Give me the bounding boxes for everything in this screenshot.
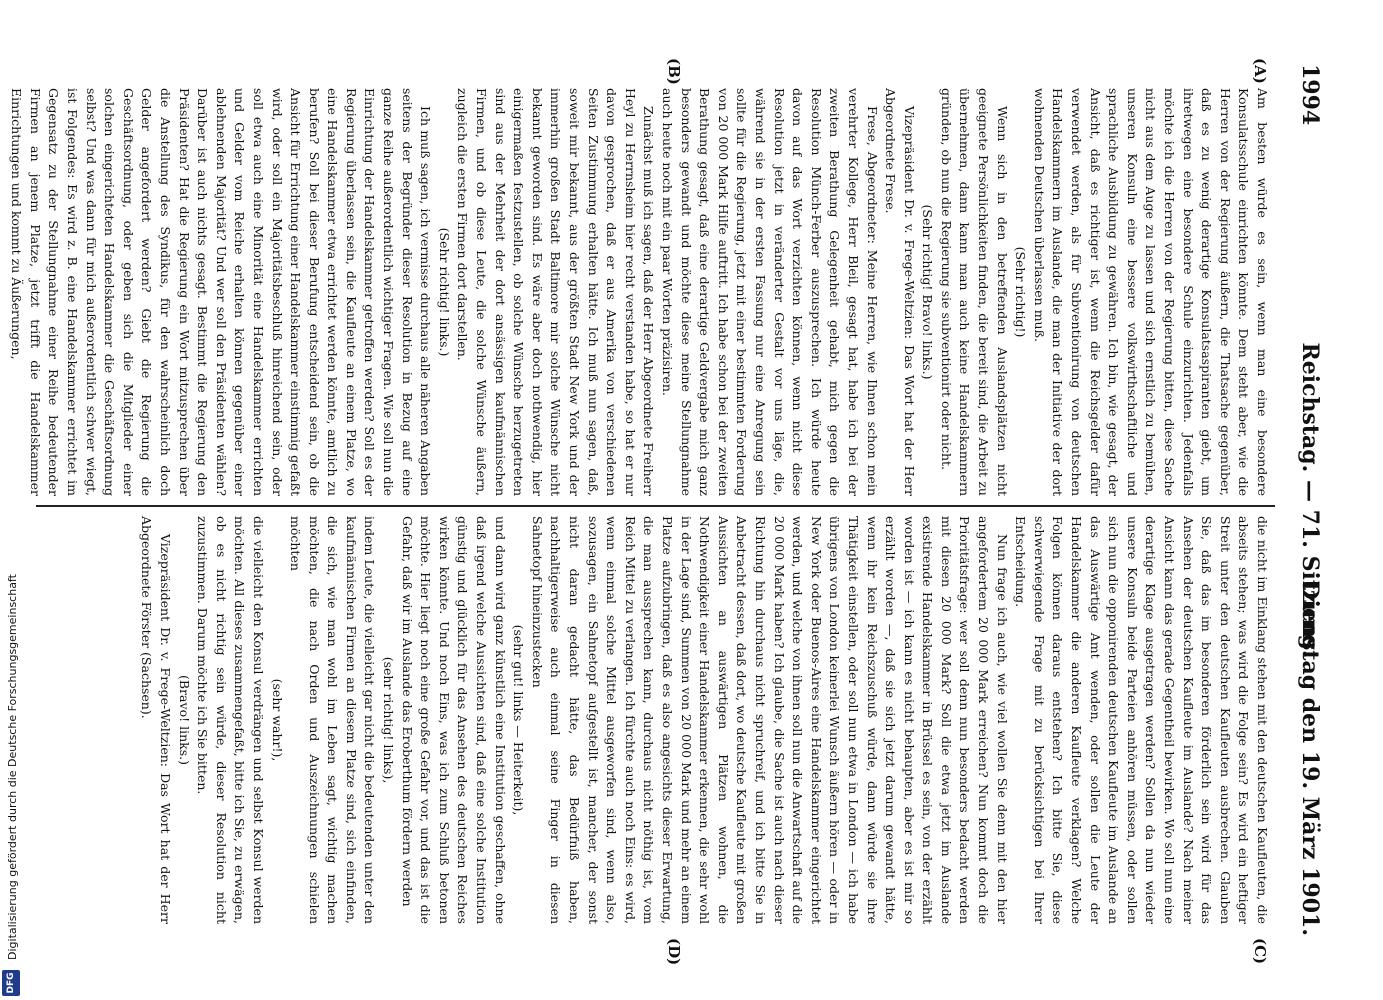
interjection: (sehr gut! links — Heiterkeit), bbox=[511, 624, 527, 816]
interjection: (Sehr richtig! Bravo! links.) bbox=[920, 204, 936, 380]
margin-marker-a: (A) bbox=[1251, 58, 1269, 84]
digitization-note bbox=[0, 0, 30, 1000]
paragraph: und dann wird ganz künstlich eine Institution geschaffen, ohne daß irgend welche Aussichten sind, daß eine solche Institution günstig und glücklich für das Ansehen des deutschen Reiches wirken könnte. Und noch Eins, was ich zum Schluß betonen möchte. Hier liegt noch eine große Gefahr vor, und das ist die Gefahr, daß wir im Auslande das Eroberthum fördern werden bbox=[399, 516, 508, 924]
interjection: (Bravo! links.) bbox=[176, 675, 192, 765]
speaker-announcement: Vizepräsident Dr. v. Frege-Weltzien: Das Wort hat der Herr Abgeordnete Frese. bbox=[883, 88, 917, 496]
dfg-logo: DFG bbox=[2, 970, 20, 996]
interjection: (Sehr richtig! links.) bbox=[436, 227, 452, 357]
left-column bbox=[9, 88, 1271, 496]
page-date: Dienstag den 19. März 1901. bbox=[1297, 580, 1323, 936]
paragraph: Zunächst muß ich sagen, daß der Herr Abgeordnete Freiherr Heyl zu Herrnsheim hier recht verstanden habe, so hat er nur davon gesprochen, daß er aus Amerika von verschiedenen Seiten Zustimmung erhalten hätte. Ich muß nun sagen, daß, soweit mir bekannt, aus der größten Stadt New York und der immerhin großen Stadt Baltimore mir solche Wünsche nicht bekannt geworden sind. Es wäre aber doch nothwendig, hier einigermaßen festzustellen, ob solche Wünsche herzugetreten sind aus der Mehrheit der dort ansässigen kaufmännischen Firmen, und ob diese Leute, die solche Wünsche äußern, zugleich die ersten Firmen dort darstellen. bbox=[455, 88, 657, 496]
paragraph: die vielleicht den Konsul verdrängen und selbst Konsul werden möchten. All dieses zusammengefaßt, bitte ich Sie, zu erwägen, ob es nicht richtig sein würde, dieser Resolution nicht zuzustimmen. Darum möchte ich Sie bitten. bbox=[195, 516, 266, 924]
interjection: (sehr wahr!), bbox=[269, 678, 285, 762]
page-title: Reichstag. — 71. Sitzung. bbox=[1297, 342, 1323, 658]
speaker-announcement: Vizepräsident Dr. v. Frege-Weltzien: Das Wort hat der Herr Abgeordnete Förster (Sachsen). bbox=[139, 516, 173, 924]
paragraph: Nun frage ich auch, wie viel wollen Sie denn mit den hier angefordertem 20 000 Mark erreichen? Nun kommt doch die Prioritätsfrage: wer soll denn nun besonders bedacht werden mit diesen 20 000 Mark? Soll die etwa jetzt im Auslande existirende Handelskammer in Brüssel es sein, von der erzählt worden ist — ich kann es nicht behaupten, aber es ist mir so erzählt worden —, daß sie sich jetzt darum gewandt hätte, wenn ihr kein Reichszuschuß würde, dann würde sie ihre Thätigkeit einstellen, oder soll nun etwa in London — ich habe übrigens von London keinerlei Wunsch äußern hören — oder in New York oder Buenos-Aires eine Handelskammer eingerichtet werden, und welche von ihnen soll nun die Anwartschaft auf die 20 000 Mark haben? Ich glaube, die Sache ist auch nach dieser Richtung hin durchaus nicht spruchreif, und ich bitte Sie in Anbetracht dessen, daß dort, wo deutsche Kaufleute mit großen Aussichten an auswärtigen Plätzen wohnen, die Nothwendigkeit einer Handelskammer erkennen, die sehr wohl in der Lage sind, Summen von 20 000 Mark und mehr an einem Platze aufzubringen, daß es also angesichts dieser Erwartung, die man aussprechen kann, durchaus nicht nöthig ist, vom Reich Mittel zu verlangen. Ich fürchte auch noch Eins: es wird, wenn einmal solche Mittel ausgeworfen sind, wenn also, sozusagen, ein Sahnetopf aufgestellt ist, mancher, der sonst nicht daran gedacht hätte, das Bedürfniß haben, nachhaltigerweise auch einmal seine Finger in diesen Sahnetopf hineinzustecken bbox=[529, 516, 1010, 924]
margin-marker-d: (D) bbox=[665, 938, 683, 966]
paragraph: Wenn sich in den betreffenden Auslandsplätzen nicht geeignete Persönlichkeiten finden, die bereit sind, die Arbeit zu übernehmen, dann kann man auch keine Handelskammern gründen, ob nun die Regierung sie subventionirt oder nicht. bbox=[938, 88, 1010, 496]
paragraph: die nicht im Einklang stehen mit den deutschen Kaufleuten, die abseits stehen; was wird die Folge sein? Es wird ein heftiger Streit unter den deutschen Kaufleuten ausbrechen. Glauben Sie, daß das im besonderen förderlich sein wird für das Ansehen der deutschen Kaufleute im Auslande? Nach meiner Ansicht kann das gerade Gegentheil bewirken. Wo soll nun eine derartige Klage ausgetragen werden? Sollen da nun wieder unsere Konsuln beide Parteien anhören müssen, oder sollen sich nun die opponirenden deutschen Kaufleute im Auslande an das Auswärtige Amt wenden, oder sollen die Leute der Handelskammer die anderen Kaufleute verklagen? Welche Folgen können daraus entstehen? Ich bitte Sie, diese schwerwiegende Frage mit zu berücksichtigen bei Ihrer Entscheidung. bbox=[1013, 516, 1270, 924]
paragraph: Ich muß sagen, ich vermisse durchaus alle näheren Angaben seitens der Begründer dieser Resolution in Bezug auf eine ganze Reihe außerordentlich wichtiger Fragen. Wie soll nun die Einrichtung der Handelskammer getroffen werden? Soll es der Regierung überlassen sein, die Kaufleute an einem Platze, wo eine Handelskammer etwa errichtet werden könnte, amtlich zu berufen? Soll bei dieser Berufung entscheidend sein, ob die Ansicht für Errichtung einer Handelskammer einstimmig gefaßt wird, oder soll ein Majoritätsbeschluß hinreichend sein, oder soll etwa auch eine Minorität eine Handelskammer errichten und Gelder vom Reiche erhalten können gegenüber einer ablehnenden Majorität? Und wer soll den Präsidenten wählen? Darüber ist auch nichts gesagt. Bestimmt die Regierung den Präsidenten? Hat die Regierung ein Wort mitzusprechen über die Anstellung des Syndikus, für den wahrscheinlich doch Gelder angefordert werden? Giebt die Regierung die Geschäftsordnung, oder geben sich die Mitglieder einer solchen eingerichteten Handelskammer die Geschäftsordnung selbst? Und was dann für mich außerordentlich schwer wiegt, ist Folgendes: Es wird z. B. eine Handelskammer errichtet im Gegensatz zu der Stellungnahme einer Reihe bedeutender Firmen an jenem Platze, jetzt trifft die Handelskammer Einrichtungen und kommt zu Äußerungen, bbox=[9, 88, 434, 496]
paragraph: Am besten würde es sein, wenn man eine besondere Konsulatsschule einrichten könnte. Dem steht aber, wie die Herren von der Regierung äußern, die Thatsache gegenüber, daß es zu wenig derartige Konsulatsaspiranten giebt, um ihretwegen eine besondere Schule einzurichten. Jedenfalls möchte ich die Herren von der Regierung bitten, diese Sache nicht aus dem Auge zu lassen und sich ernstlich zu bemühen, unseren Konsuln eine bessere volkswirthschaftliche und sprachliche Ausbildung zu gewähren. Ich bin, wie gesagt, der Ansicht, daß es richtiger ist, wenn die Reichsgelder dafür verwendet werden, als für Subventionirung von deutschen Handelskammern im Auslande, die man der Initiative der dort wohnenden Deutschen überlassen muß. bbox=[1031, 88, 1270, 496]
column-divider bbox=[36, 505, 1275, 507]
page-number: 1994 bbox=[1297, 64, 1323, 126]
interjection: (Sehr richtig!) bbox=[1013, 246, 1029, 338]
page-header bbox=[1283, 64, 1323, 936]
margin-marker-b: (B) bbox=[665, 58, 683, 85]
interjection: (sehr richtig! links), bbox=[381, 656, 397, 784]
paragraph: indem Leute, die vielleicht gar nicht die bedeutenden unter den kaufmännischen Firmen an diesem Platze sind, sich einfinden, die sich, wie man wohl im Leben sagt, wichtig machen möchten, die nach Orden und Auszeichnungen schielen möchten bbox=[288, 516, 378, 924]
paragraph: Frese, Abgeordneter: Meine Herren, wie Ihnen schon mein verehrter Kollege, Herr Bleil, gesagt hat, habe ich bei der zweiten Berathung Gelegenheit gehabt, mich gegen die Resolution Münch-Ferber auszusprechen. Ich würde heute davon auf das Wort verzichten können, wenn nicht diese Resolution jetzt in veränderter Gestalt vor uns läge, die, während sie in der ersten Fassung nur eine Anregung sein sollte für die Regierung, jetzt mit einer bestimmten Forderung von 20 000 Mark Hilfe auftritt. Ich habe schon bei der zweiten Berathung gesagt, daß eine derartige Geldvergabe mich ganz besonders gewandt und möchte diese meine Stellungnahme auch heute noch mit ein paar Worten präzisiren. bbox=[660, 88, 880, 496]
digitization-credit: Digitalisierung gefördert durch die Deutsche Forschungsgemeinschaft bbox=[6, 574, 19, 960]
margin-marker-c: (C) bbox=[1251, 938, 1269, 965]
right-column bbox=[40, 516, 1271, 924]
